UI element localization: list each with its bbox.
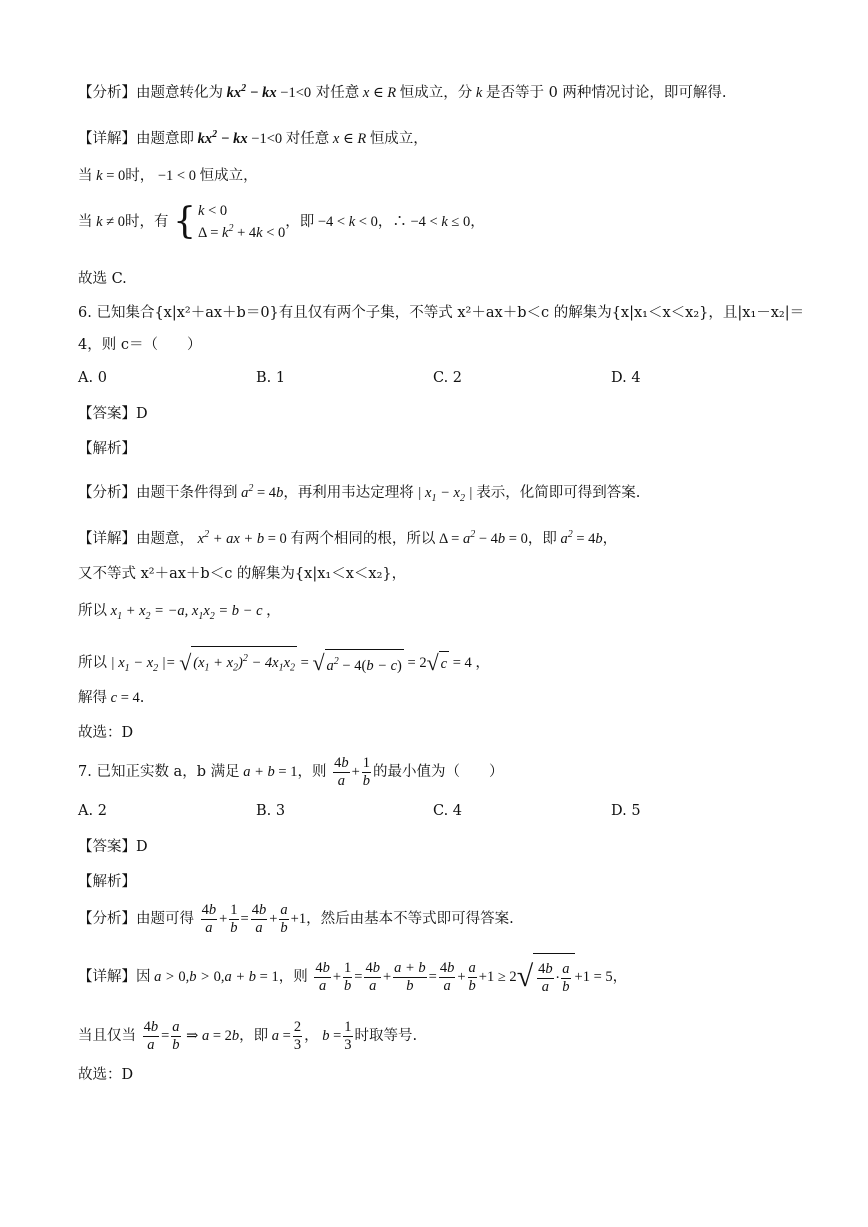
q7-jiexi-label: 【解析】 [78, 874, 136, 890]
q6-answer: 故选：D [78, 725, 134, 741]
q6-answer-label: 【答案】D [78, 406, 148, 422]
q7-answer-label: 【答案】D [78, 839, 148, 855]
q6-line4: 所以 | $x_1 - x_2$ |= √ $(x_1 + x_2)^2 - 4x_1x_2$ = √ $a^2 - 4(b - c) = 2√$ c = 4 ， [78, 646, 808, 680]
fraction: $\frac{4b}{a}$ [143, 1018, 159, 1053]
q7-option-b: B. 3 [256, 803, 286, 819]
fraction: $\frac{4b}{a}$ [315, 959, 330, 994]
sqrt-expression: √ $\frac{4b}{a}$ · $\frac{a}{b}$ [517, 953, 575, 1001]
q6-option-d: D. 4 [611, 370, 641, 386]
fraction: $\frac{4b}{a}$ [334, 754, 349, 789]
sqrt-expression: √ c [426, 649, 448, 675]
q7-analysis: 【分析】由题可得 $\frac{4b}{a}$ + $\frac{1}{b}$ = $\frac{4b}{a}$ + $\frac{a}{b}$ +1，然后由基本不等式即可得答案. [78, 901, 514, 936]
fraction: $\frac{4b}{a}$ [201, 901, 217, 936]
sqrt-expression: √ $(x_1 + x_2)^2 - 4x_1x_2$ [179, 646, 297, 680]
q5-case1: 当 k = 0时， −1 < 0 恒成立， [78, 168, 258, 184]
q7-stem: 7. 已知正实数 a，b 满足 a + b = 1，则 $\frac{4b}{a}$ + $\frac{1}{b}$ 的最小值为（ ） [78, 754, 504, 789]
q7-equality: 当且仅当 $\frac{4b}{a}$ = $\frac{a}{b}$ ⇒ a = 2b，即 a = $\frac{2}{3}$ ， b = $\frac{1}{3}$ 时取等号. [78, 1018, 418, 1053]
q5-case2: 当 k ≠ 0时，有 { k < 0 $\Delta = k^2 + 4k < 0$ ，即 −4 < k < 0，∴ −4 < k ≤ 0， [78, 200, 485, 242]
fraction: $\frac{a + b}{b}$ [394, 959, 426, 994]
q6-stem-line2: 4，则 c＝（ ） [78, 337, 202, 353]
detail-label: 【详解】 [78, 969, 136, 985]
q5-detail: 【详解】由题意即 $kx^2$ − kx −1<0 对任意 x ∈ R 恒成立， [78, 129, 428, 147]
inequality-system: k < 0 $\Delta = k^2 + 4k < 0$ [198, 203, 286, 241]
fraction: $\frac{1}{3}$ [344, 1018, 352, 1053]
q5-answer: 故选 C. [78, 271, 127, 287]
analysis-label: 【分析】 [78, 484, 136, 501]
inequality-formula: $kx^2$ − kx [194, 129, 248, 147]
q7-detail: 【详解】因 a > 0,b > 0,a + b = 1，则 $\frac{4b}{a}$ + $\frac{1}{b}$ = $\frac{4b}{a}$ + $\frac{a + b}{b}$ = $\frac{4b}{a}$ + $\frac{a}{b}$ +1 ≥ 2√ $\frac{4b}{a}$ · $\frac{a}{b}$ +1 = 5， [78, 953, 808, 1001]
q6-line5: 解得 c = 4. [78, 690, 145, 706]
detail-label: 【详解】 [78, 530, 136, 547]
q6-jiexi-label: 【解析】 [78, 441, 136, 457]
analysis-label: 【分析】 [78, 911, 136, 927]
q6-option-b: B. 1 [256, 370, 286, 386]
q6-detail: 【详解】由题意， $x^2$ + ax + b = 0 有两个相同的根，所以 $\Delta = a^2 - 4b = 0$，即 $a^2 = 4b$， [78, 529, 618, 547]
detail-label: 【详解】 [78, 130, 136, 147]
q6-line3: 所以 $x_1 + x_2 = -a$, $x_1x_2 = b - c$ ， [78, 603, 281, 622]
q7-option-d: D. 5 [611, 803, 641, 819]
q7-answer: 故选：D [78, 1067, 134, 1083]
fraction: $\frac{1}{b}$ [362, 754, 370, 789]
inequality-formula: $kx^2$ − kx [223, 83, 277, 101]
fraction: $\frac{1}{b}$ [230, 901, 238, 936]
fraction: $\frac{4b}{a}$ [365, 959, 380, 994]
q6-stem-line1: 6. 已知集合{x|x²＋ax＋b＝0}有且仅有两个子集，不等式 x²＋ax＋b＜c 的解集为{x|x₁＜x＜x₂}，且|x₁－x₂|＝ [78, 305, 805, 321]
q7-option-c: C. 4 [433, 803, 463, 819]
fraction: $\frac{a}{b}$ [280, 901, 288, 936]
fraction: $\frac{4b}{a}$ [439, 959, 455, 994]
q6-analysis: 【分析】由题干条件得到 $a^2 = 4b$，再利用韦达定理将 | $x_1 - x_2$ | 表示，化简即可得到答案. [78, 483, 641, 504]
fraction: $\frac{1}{b}$ [344, 959, 352, 994]
q7-option-a: A. 2 [78, 803, 107, 819]
fraction: $\frac{4b}{a}$ [251, 901, 267, 936]
q6-line2: 又不等式 x²＋ax＋b＜c 的解集为{x|x₁＜x＜x₂}， [78, 566, 407, 582]
q6-option-a: A. 0 [78, 370, 107, 386]
fraction: $\frac{2}{3}$ [293, 1018, 302, 1053]
fraction: $\frac{a}{b}$ [172, 1018, 180, 1053]
fraction: $\frac{a}{b}$ [468, 959, 476, 994]
sqrt-expression: √ $a^2 - 4(b - c)$ [312, 649, 402, 675]
analysis-label: 【分析】 [78, 84, 136, 101]
q5-analysis: 【分析】由题意转化为 $kx^2$ − kx −1<0 对任意 x ∈ R 恒成立，分 k 是否等于 0 两种情况讨论，即可解得. [78, 83, 727, 101]
q6-option-c: C. 2 [433, 370, 463, 386]
brace-symbol: { [173, 200, 197, 242]
